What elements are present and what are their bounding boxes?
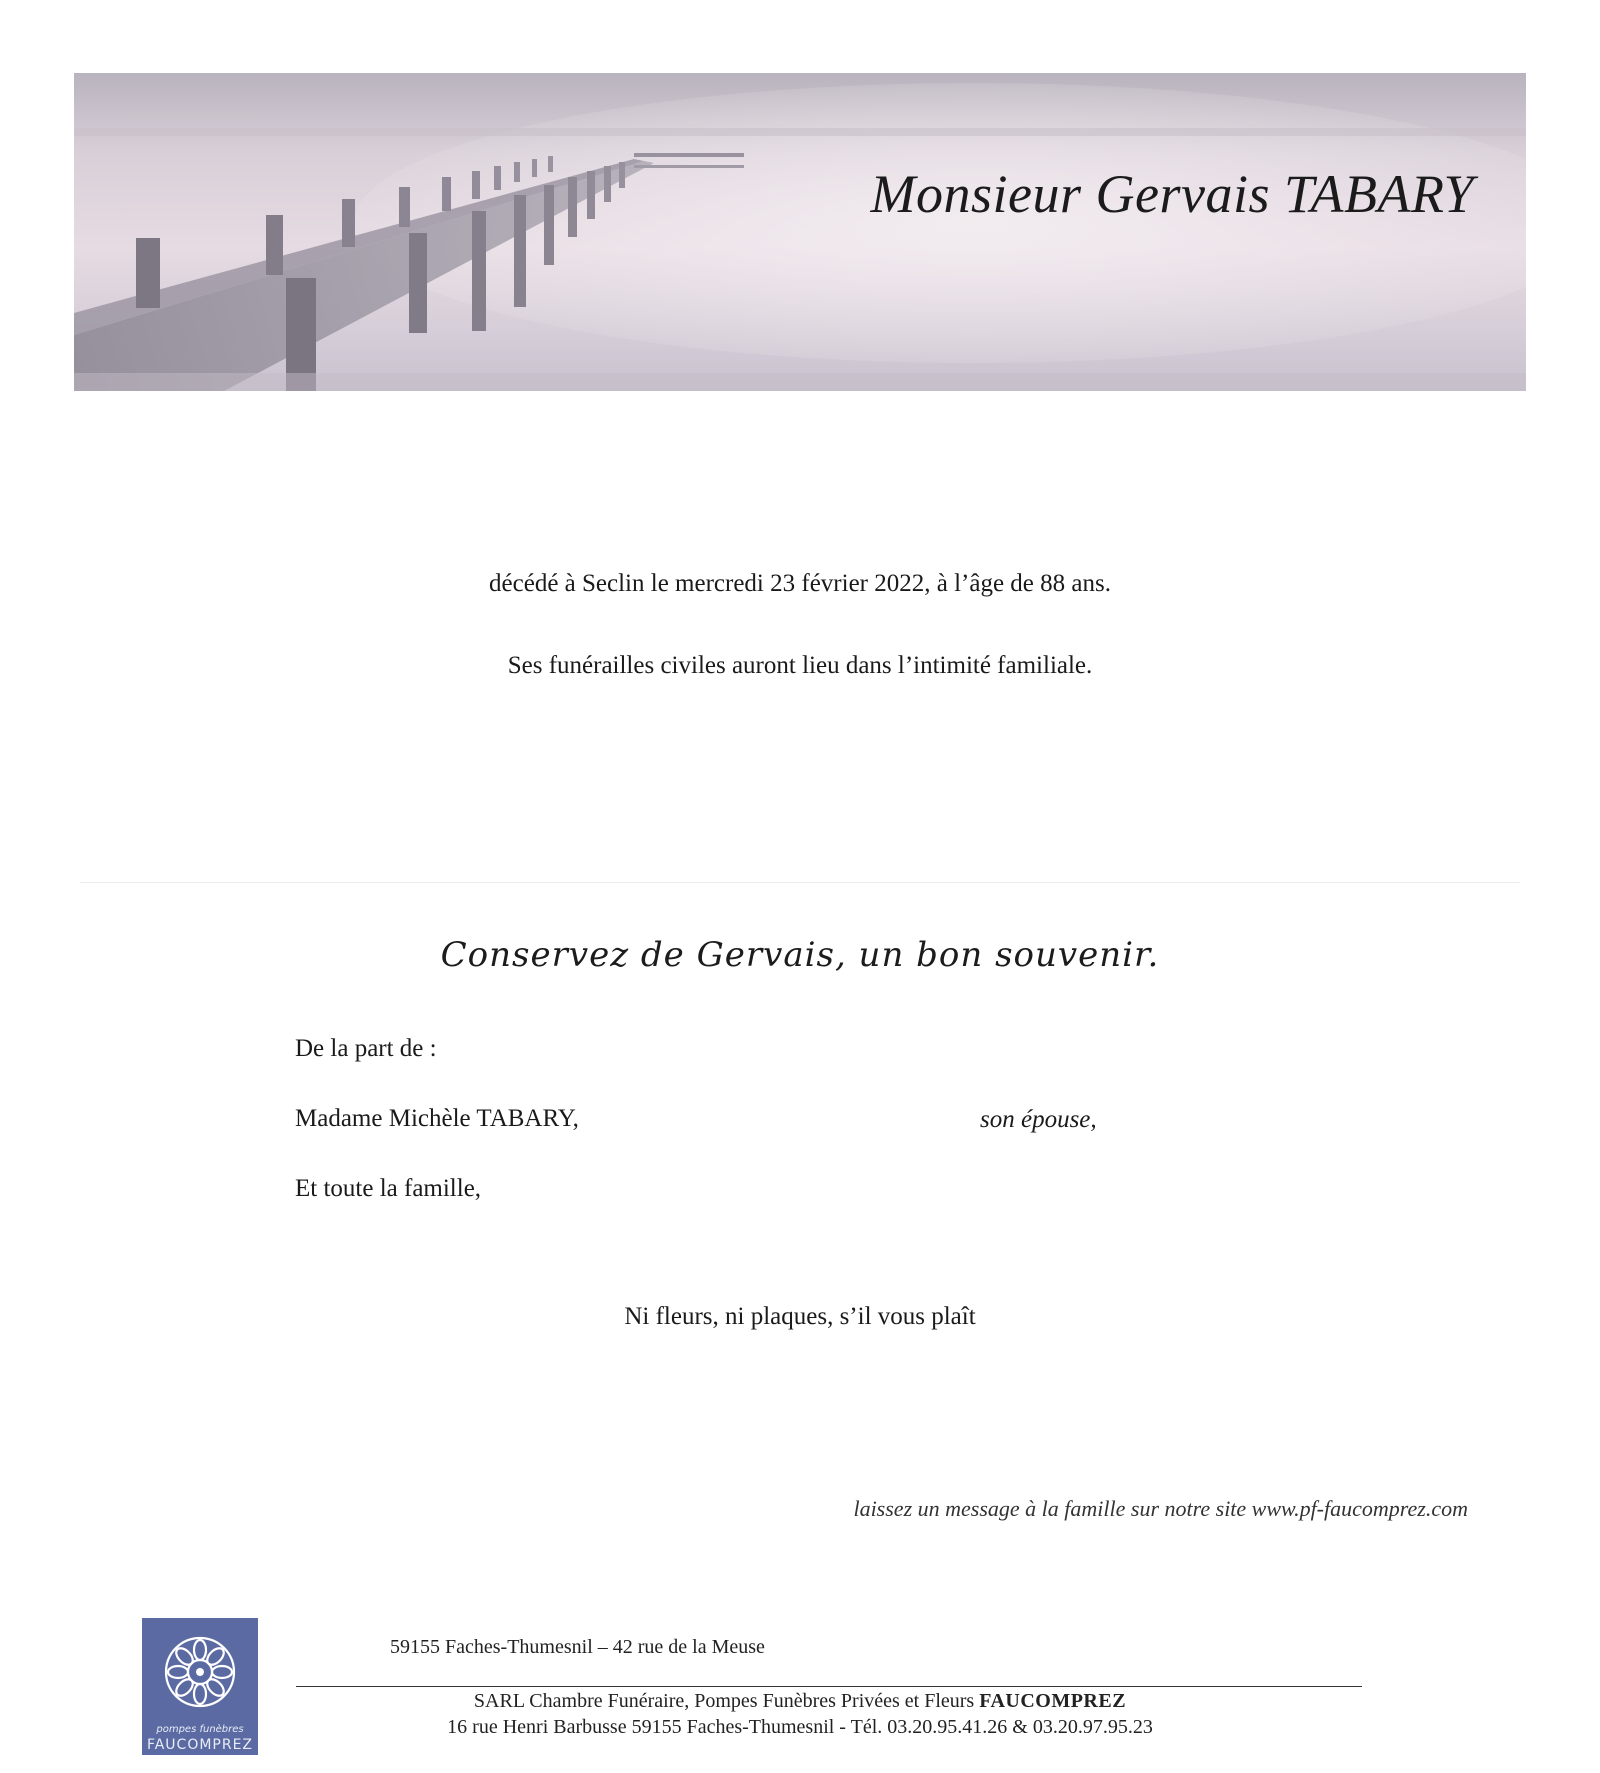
family-member-relation: son épouse, — [980, 1106, 1097, 1133]
from-intro: De la part de : — [295, 1035, 437, 1062]
website-message: laissez un message à la famille sur notre site www.pf-faucomprez.com — [853, 1496, 1468, 1521]
funeral-home-address: 59155 Faches-Thumesnil – 42 rue de la Meuse — [390, 1636, 765, 1658]
deceased-name-title: Monsieur Gervais TABARY — [870, 164, 1474, 224]
funeral-notice: Ses funérailles civiles auront lieu dans l’intimité familiale. — [507, 652, 1093, 679]
fold-divider — [80, 882, 1520, 883]
banner — [74, 73, 1526, 391]
logo-subtitle: pompes funèbres — [156, 1724, 244, 1735]
company-description: SARL Chambre Funéraire, Pompes Funèbres Privées et Fleurs — [473, 1690, 980, 1712]
company-name: FAUCOMPREZ — [979, 1690, 1127, 1712]
company-contact: 16 rue Henri Barbusse 59155 Faches-Thumesnil - Tél. 03.20.95.41.26 & 03.20.97.95.23 — [447, 1716, 1153, 1738]
souvenir-message: Conservez de Gervais, un bon souvenir. — [440, 935, 1160, 975]
death-announcement: décédé à Seclin le mercredi 23 février 2022, à l’âge de 88 ans. — [489, 570, 1111, 597]
family-member-name: Madame Michèle TABARY, — [295, 1105, 579, 1132]
family-closing: Et toute la famille, — [295, 1175, 482, 1202]
company-line — [0, 1690, 1600, 1713]
logo-brand: FAUCOMPREZ — [146, 1737, 254, 1753]
footer-divider — [296, 1686, 1362, 1687]
no-flowers-request: Ni fleurs, ni plaques, s’il vous plaît — [624, 1303, 976, 1330]
pier-lake-image — [74, 73, 1526, 391]
